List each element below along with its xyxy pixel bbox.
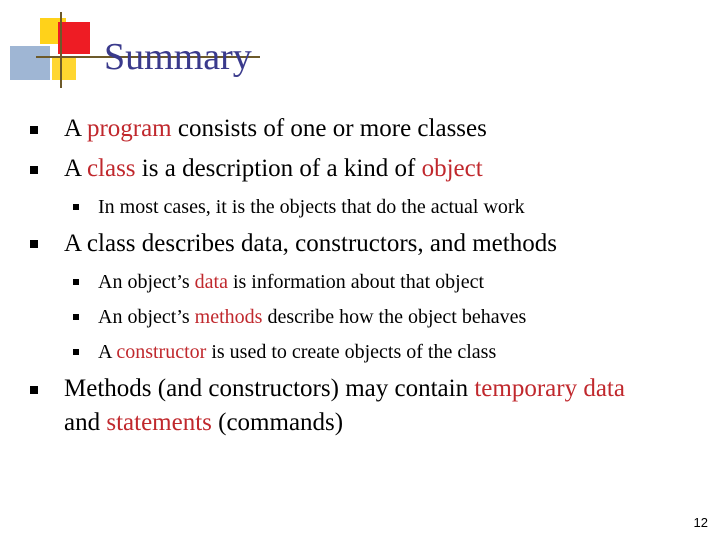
highlight-methods: methods <box>194 306 263 328</box>
bullet-methods-contain: Methods (and constructors) may contain temporary data <box>64 375 625 402</box>
bullet-program: A program consists of one or more classes <box>64 115 487 142</box>
sub-bullet-constructor: A constructor is used to create objects of the class <box>98 341 497 363</box>
highlight-program: program <box>86 115 172 142</box>
highlight-temporary-data: temporary data <box>474 375 625 402</box>
page-number: 12 <box>693 515 708 530</box>
highlight-statements: statements <box>106 409 212 436</box>
slide-title: Summary <box>104 36 252 78</box>
highlight-data: data <box>194 271 228 293</box>
sub-bullet-data: An object’s data is information about that object <box>98 271 485 293</box>
bullet-class-describes: A class describes data, constructors, and methods <box>64 230 557 257</box>
bullet-methods-contain-line2: and statements (commands) <box>64 409 344 436</box>
highlight-object: object <box>421 155 483 182</box>
sub-bullet-methods: An object’s methods describe how the object behaves <box>98 306 527 328</box>
bullet-class: A class is a description of a kind of object <box>64 155 483 182</box>
highlight-constructor: constructor <box>116 341 207 363</box>
highlight-class: class <box>86 155 136 182</box>
sub-bullet-objects-work: In most cases, it is the objects that do the actual work <box>98 196 525 218</box>
